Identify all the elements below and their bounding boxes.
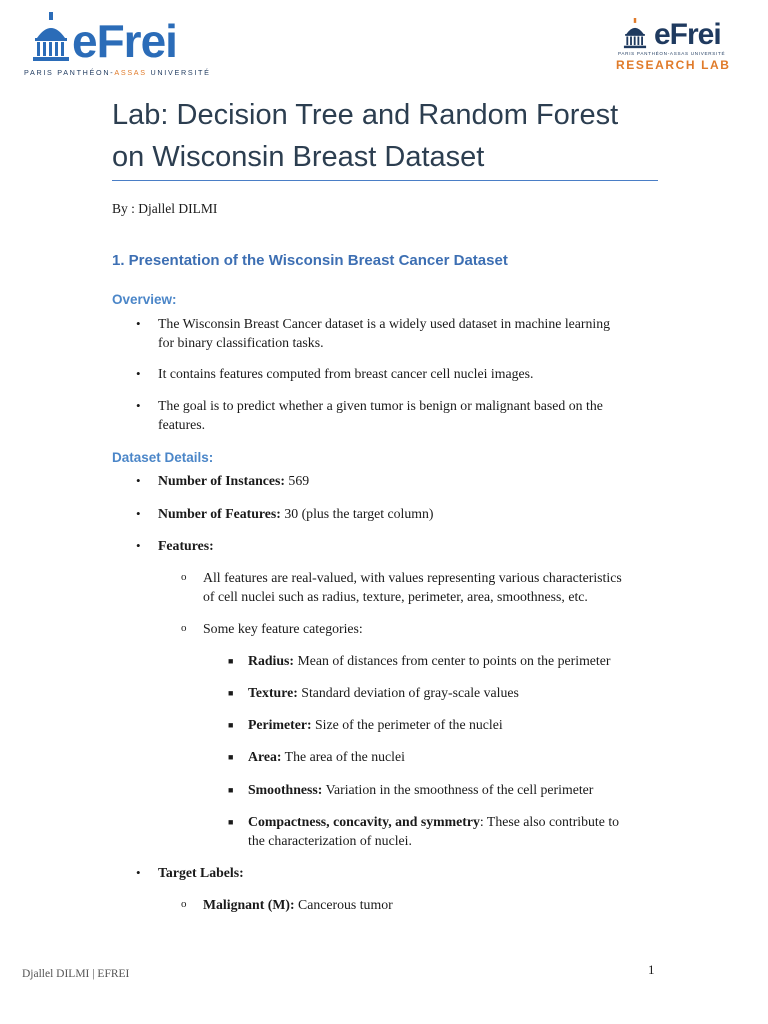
category-item: ■ Perimeter: Size of the perimeter of the nuclei <box>248 715 503 734</box>
bullet-icon: • <box>136 398 141 413</box>
bullet-icon: • <box>136 473 141 488</box>
circle-bullet-icon: o <box>181 571 187 583</box>
footer-author: Djallel DILMI | EFREI <box>22 968 130 980</box>
list-item: • Target Labels: <box>136 865 244 880</box>
list-item: • The Wisconsin Breast Cancer dataset is a widely used dataset in machine learning for binary classification tasks. <box>136 316 611 350</box>
efrei-tagline: PARIS PANTHÉON-ASSAS UNIVERSITÉ <box>618 51 726 56</box>
sub-list-item: o Some key feature categories: <box>181 621 363 636</box>
efrei-wordmark: eFrei <box>72 15 177 67</box>
bullet-icon: • <box>136 366 141 381</box>
square-bullet-icon: ■ <box>228 688 234 698</box>
list-item: • Features: <box>136 538 214 553</box>
overview-heading: Overview: <box>112 292 177 307</box>
page-number: 1 <box>648 962 655 977</box>
research-lab-label: RESEARCH LAB <box>616 58 731 72</box>
pantheon-dome-icon <box>32 12 70 64</box>
document-title <box>112 94 652 178</box>
list-item: • It contains features computed from breast cancer cell nuclei images. <box>136 366 534 381</box>
title-line-1: Lab: Decision Tree and Random Forest <box>112 99 619 131</box>
bullet-icon: • <box>136 538 141 553</box>
square-bullet-icon: ■ <box>228 817 234 827</box>
bullet-icon: • <box>136 316 141 331</box>
section-heading: 1. Presentation of the Wisconsin Breast Cancer Dataset <box>112 252 508 269</box>
list-item: • Number of Instances: 569 <box>136 473 310 488</box>
circle-bullet-icon: o <box>181 898 187 910</box>
circle-bullet-icon: o <box>181 622 187 634</box>
bullet-icon: • <box>136 865 141 880</box>
efrei-wordmark: eFrei <box>654 18 721 51</box>
efrei-logo <box>22 12 211 78</box>
category-item: ■ Texture: Standard deviation of gray-scale values <box>248 683 519 702</box>
square-bullet-icon: ■ <box>228 752 234 762</box>
list-item: • The goal is to predict whether a given tumor is benign or malignant based on the features. <box>136 398 603 432</box>
category-item: ■ Radius: Mean of distances from center to points on the perimeter <box>248 651 610 670</box>
square-bullet-icon: ■ <box>228 720 234 730</box>
pantheon-dome-icon <box>622 18 648 50</box>
sub-list-item: o Malignant (M): Cancerous tumor <box>181 897 393 912</box>
category-item: ■ Compactness, concavity, and symmetry: These also contribute to the characterization of nuclei. <box>228 814 620 848</box>
efrei-tagline: PARIS PANTHÉON-ASSAS UNIVERSITÉ <box>24 68 211 77</box>
dataset-details-heading: Dataset Details: <box>112 450 214 465</box>
category-item: ■ Area: The area of the nuclei <box>248 747 405 766</box>
square-bullet-icon: ■ <box>228 656 234 666</box>
sub-list-item: o All features are real-valued, with values representing various characteristics of cell nuclei such as radius, texture, perimeter, area, smoothness, etc. <box>181 570 622 604</box>
efrei-research-lab-logo <box>612 14 738 74</box>
bullet-icon: • <box>136 506 141 521</box>
title-line-2: on Wisconsin Breast Dataset <box>112 141 485 173</box>
square-bullet-icon: ■ <box>228 785 234 795</box>
author-line: By : Djallel DILMI <box>112 201 218 216</box>
category-item: ■ Smoothness: Variation in the smoothness of the cell perimeter <box>248 780 593 799</box>
list-item: • Number of Features: 30 (plus the target column) <box>136 506 434 521</box>
title-divider <box>112 180 658 181</box>
